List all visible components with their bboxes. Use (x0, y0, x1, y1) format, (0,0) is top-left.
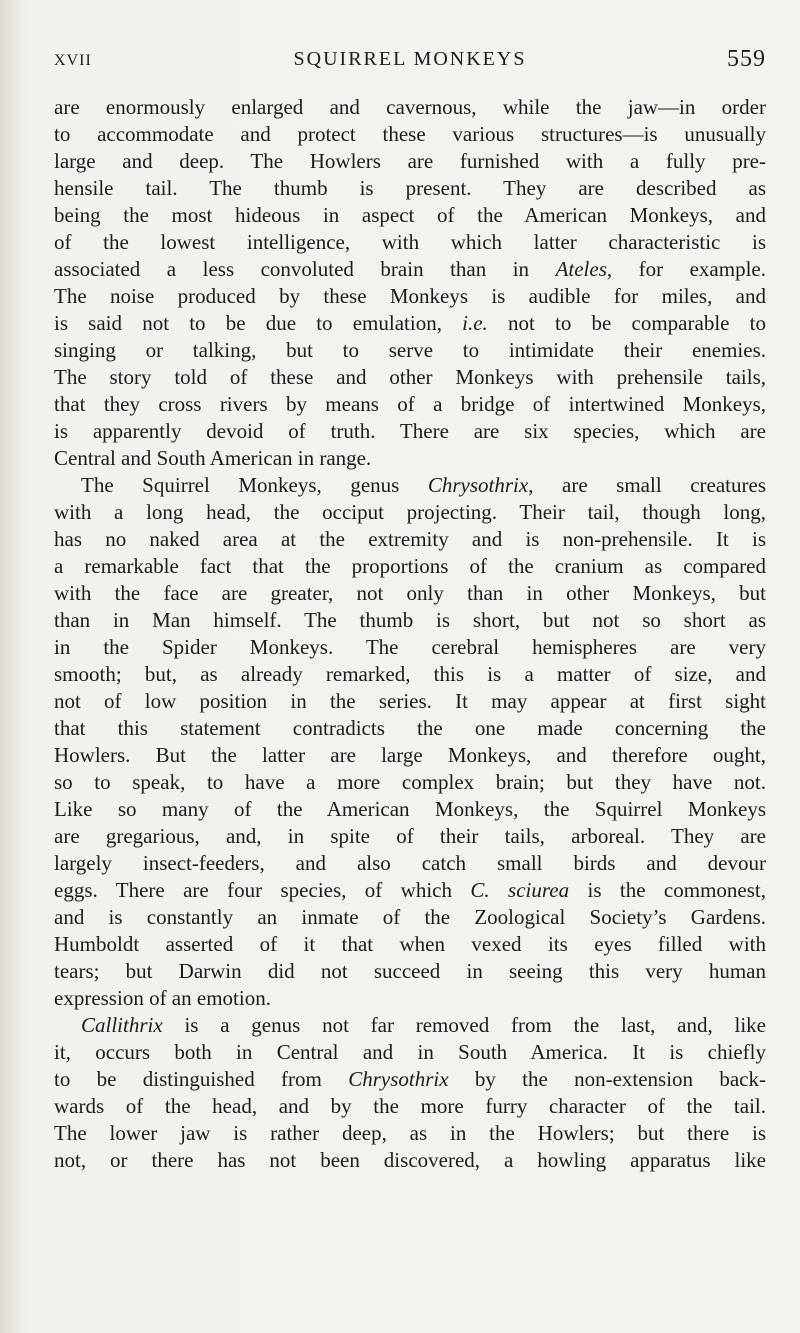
text-line: eggs. There are four species, of which C. sciurea is the commonest, (54, 878, 766, 902)
text-line: hensile tail. The thumb is present. They are described as (54, 176, 766, 200)
text-line: that this statement contradicts the one made concerning the (54, 716, 766, 740)
text-line: of the lowest intelligence, with which latter characteristic is (54, 230, 766, 254)
text-line: wards of the head, and by the more furry character of the tail. (54, 1094, 766, 1118)
chapter-number: XVII (54, 52, 92, 69)
text-line: singing or talking, but to serve to intimidate their enemies. (54, 338, 766, 362)
text-line: not, or there has not been discovered, a howling apparatus like (54, 1148, 766, 1172)
text-line: Humboldt asserted of it that when vexed its eyes filled with (54, 932, 766, 956)
page-number: 559 (727, 46, 766, 72)
body-text (54, 94, 766, 1174)
page-gutter-shadow (0, 0, 22, 1333)
text-line: so to speak, to have a more complex brain; but they have not. (54, 770, 766, 794)
text-line: tears; but Darwin did not succeed in seeing this very human (54, 959, 766, 983)
text-line: being the most hideous in aspect of the American Monkeys, and (54, 203, 766, 227)
text-line: it, occurs both in Central and in South America. It is chiefly (54, 1040, 766, 1064)
text-line: The Squirrel Monkeys, genus Chrysothrix, are small creatures (81, 473, 766, 497)
text-line: not of low position in the series. It may appear at first sight (54, 689, 766, 713)
text-line: are enormously enlarged and cavernous, while the jaw—in order (54, 95, 766, 119)
text-line: to be distinguished from Chrysothrix by the non-extension back- (54, 1067, 766, 1091)
text-line: is said not to be due to emulation, i.e. not to be comparable to (54, 311, 766, 335)
text-line: The noise produced by these Monkeys is audible for miles, and (54, 284, 766, 308)
text-line: that they cross rivers by means of a bridge of intertwined Monkeys, (54, 392, 766, 416)
text-line: and is constantly an inmate of the Zoological Society’s Gardens. (54, 905, 766, 929)
text-line: has no naked area at the extremity and is non-prehensile. It is (54, 527, 766, 551)
text-line: are gregarious, and, in spite of their tails, arboreal. They are (54, 824, 766, 848)
text-line: large and deep. The Howlers are furnished with a fully pre- (54, 149, 766, 173)
text-line: Like so many of the American Monkeys, the Squirrel Monkeys (54, 797, 766, 821)
text-line: than in Man himself. The thumb is short, but not so short as (54, 608, 766, 632)
text-line: largely insect-feeders, and also catch small birds and devour (54, 851, 766, 875)
text-line: associated a less convoluted brain than in Ateles, for example. (54, 257, 766, 281)
text-line: The lower jaw is rather deep, as in the Howlers; but there is (54, 1121, 766, 1145)
text-line: with the face are greater, not only than in other Monkeys, but (54, 581, 766, 605)
running-title: SQUIRREL MONKEYS (293, 48, 527, 70)
text-line: Callithrix is a genus not far removed from the last, and, like (81, 1013, 766, 1037)
text-line: a remarkable fact that the proportions of the cranium as compared (54, 554, 766, 578)
text-line: Howlers. But the latter are large Monkeys, and therefore ought, (54, 743, 766, 767)
text-line: is apparently devoid of truth. There are six species, which are (54, 419, 766, 443)
text-line: expression of an emotion. (54, 986, 271, 1010)
running-header (54, 48, 766, 76)
text-line: with a long head, the occiput projecting. Their tail, though long, (54, 500, 766, 524)
text-line: to accommodate and protect these various structures—is unusually (54, 122, 766, 146)
text-line: The story told of these and other Monkeys with prehensile tails, (54, 365, 766, 389)
text-line: in the Spider Monkeys. The cerebral hemispheres are very (54, 635, 766, 659)
text-line: smooth; but, as already remarked, this is a matter of size, and (54, 662, 766, 686)
text-line: Central and South American in range. (54, 446, 372, 470)
